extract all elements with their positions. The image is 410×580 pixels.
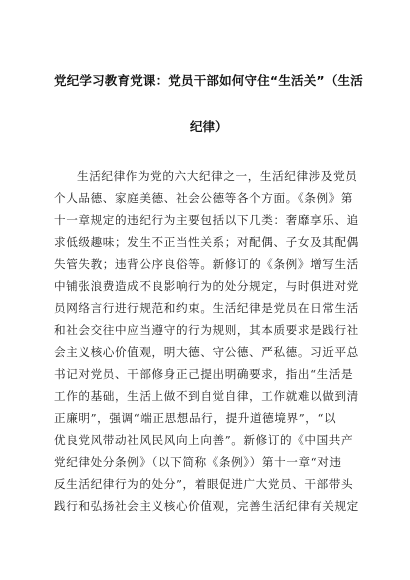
paragraph-line: 党纪律处分条例》（以下简称《条例》）第十一章“对违	[54, 455, 342, 469]
paragraph-line: 十一章规定的违纪行为主要包括以下几类：奢靡享乐、追	[54, 213, 359, 227]
paragraph-line: 失管失教；违背公序良俗等。新修订的《条例》增写生活	[54, 257, 359, 271]
document-title-line-2: 纪律）	[190, 119, 228, 134]
paragraph-line: 工作的基础，生活上做不到自觉自律，工作就难以做到清	[54, 389, 359, 403]
paragraph-line: 会主义核心价值观，明大德、守公德、严私德。习近平总	[54, 345, 359, 359]
paragraph-line: 书记对党员、干部修身正己提出明确要求，指出“生活是	[54, 367, 354, 381]
paragraph-line: 中铺张浪费造成不良影响行为的处分规定，与时俱进对党	[54, 279, 359, 293]
paragraph-line: 反生活纪律行为的处分”，着眼促进广大党员、干部带头	[54, 477, 354, 491]
paragraph-line: 员网络言行进行规范和约束。生活纪律是党员在日常生活	[54, 301, 359, 315]
paragraph-line: 和社会交往中应当遵守的行为规则，其本质要求是践行社	[54, 323, 359, 337]
document-title-line-1: 党纪学习教育党课：党员干部如何守住“生活关”（生活	[54, 73, 363, 88]
paragraph-line: 践行和弘扬社会主义核心价值观，完善生活纪律有关规定	[54, 499, 359, 513]
paragraph-line: 个人品德、家庭美德、社会公德等各个方面。《条例》第	[54, 191, 354, 205]
paragraph-line: 优良党风带动社风民风向上向善”。新修订的《中国共产	[54, 433, 354, 447]
paragraph-line: 求低级趣味；发生不正当性关系；对配偶、子女及其配偶	[54, 235, 359, 249]
paragraph-line: 正廉明”，强调“端正思想品行，提升道德境界”，“以	[54, 411, 337, 425]
paragraph-line: 生活纪律作为党的六大纪律之一，生活纪律涉及党员	[77, 169, 358, 183]
